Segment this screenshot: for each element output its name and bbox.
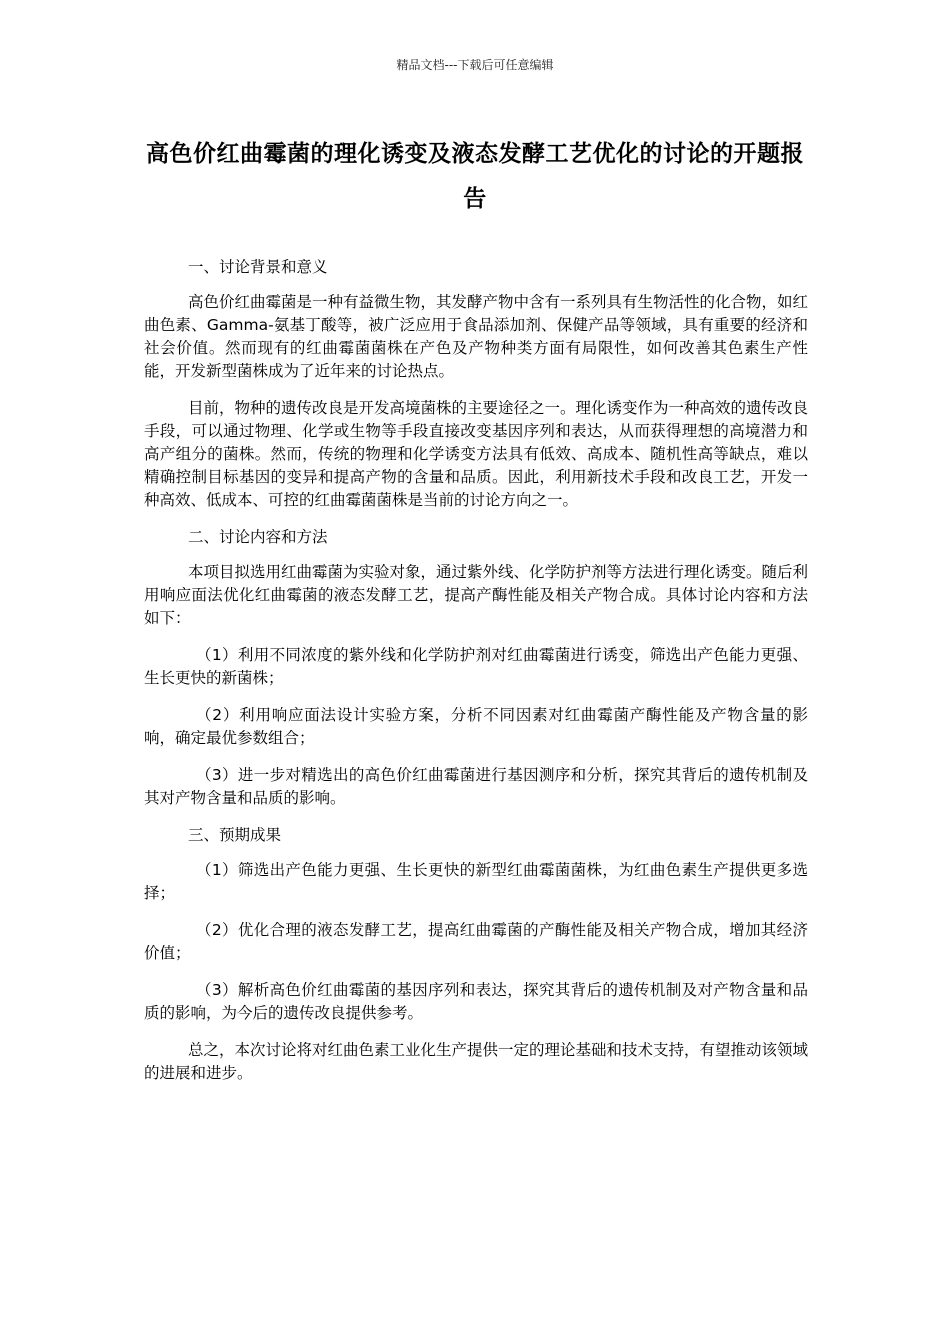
list-item: （2）利用响应面法设计实验方案，分析不同因素对红曲霉菌产酶性能及产物含量的影响，确定最优参数组合； [144,706,808,747]
section-heading-outcomes: 三、预期成果 [188,826,282,844]
list-item: （3）进一步对精选出的高色价红曲霉菌进行基因测序和分析，探究其背后的遗传机制及其对产物含量和品质的影响。 [144,766,808,807]
list-item: （3）解析高色价红曲霉菌的基因序列和表达，探究其背后的遗传机制及对产物含量和品质的影响，为今后的遗传改良提供参考。 [144,981,808,1022]
list-item: （1）筛选出产色能力更强、生长更快的新型红曲霉菌菌株，为红曲色素生产提供更多选择； [144,861,808,902]
conclusion-paragraph: 总之，本次讨论将对红曲色素工业化生产提供一定的理论基础和技术支持，有望推动该领域的进展和进步。 [144,1041,809,1082]
list-item: （1）利用不同浓度的紫外线和化学防护剂对红曲霉菌进行诱变，筛选出产色能力更强、生长更快的新菌株； [144,646,808,687]
list-item: （2）优化合理的液态发酵工艺，提高红曲霉菌的产酶性能及相关产物合成，增加其经济价值； [144,921,808,962]
document-title: 高色价红曲霉菌的理化诱变及液态发酵工艺优化的讨论的开题报告 [146,141,804,212]
section-heading-methods: 二、讨论内容和方法 [188,528,328,546]
paragraph: 本项目拟选用红曲霉菌为实验对象，通过紫外线、化学防护剂等方法进行理化诱变。随后利用响应面法优化红曲霉菌的液态发酵工艺，提高产酶性能及相关产物合成。具体讨论内容和方法如下： [144,563,809,627]
paragraph: 高色价红曲霉菌是一种有益微生物，其发酵产物中含有一系列具有生物活性的化合物，如红曲色素、Gamma-氨基丁酸等，被广泛应用于食品添加剂、保健产品等领域，具有重要的经济和社会价值。然而现有的红曲霉菌菌株在产色及产物种类方面有局限性，如何改善其色素生产性能，开发新型菌株成为了近年来的讨论热点。 [144,293,809,380]
section-heading-background: 一、讨论背景和意义 [188,258,328,276]
document-body [144,256,808,1099]
paragraph: 目前，物种的遗传改良是开发高境菌株的主要途径之一。理化诱变作为一种高效的遗传改良手段，可以通过物理、化学或生物等手段直接改变基因序列和表达，从而获得理想的高境潜力和高产组分的菌株。然而，传统的物理和化学诱变方法具有低效、高成本、随机性高等缺点，难以精确控制目标基因的变异和提高产物的含量和品质。因此，利用新技术手段和改良工艺，开发一种高效、低成本、可控的红曲霉菌菌株是当前的讨论方向之一。 [144,399,809,509]
header-note: 精品文档---下载后可任意编辑 [396,58,554,72]
